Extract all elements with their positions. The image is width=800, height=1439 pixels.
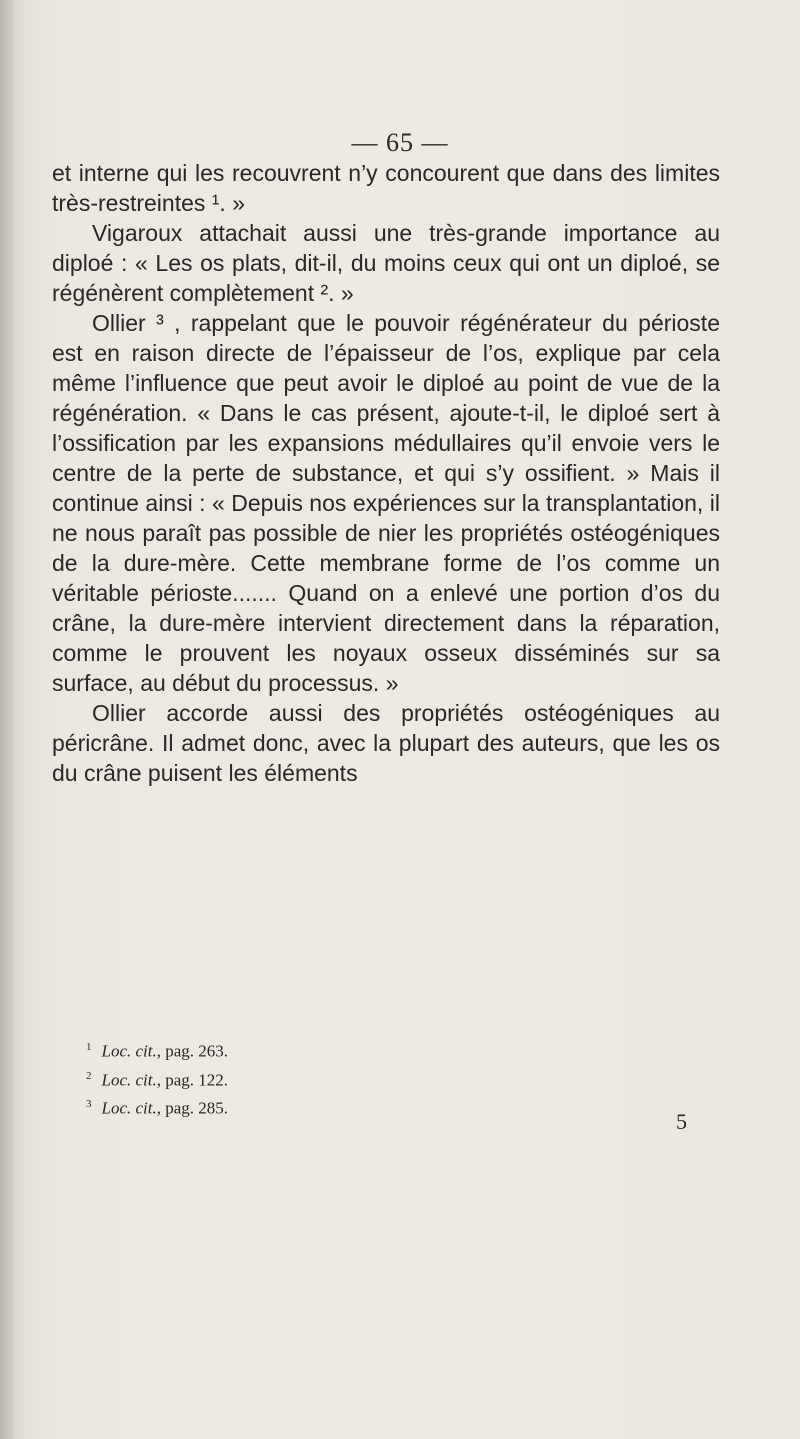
footnote-reference: Loc. cit. — [101, 1070, 157, 1090]
footnote-1 — [52, 1035, 720, 1064]
paragraph-2: Vigaroux attachait aussi une très-grande importance au diploé : « Les os plats, dit-il, du moins ceux qui ont un diploé, se régénèrent complètement ². » — [52, 220, 720, 306]
footnote-number: 3 — [86, 1098, 92, 1111]
page-gutter-shadow — [0, 0, 14, 1439]
main-text — [52, 158, 720, 788]
footnotes — [52, 1035, 720, 1121]
footnote-3 — [52, 1092, 720, 1121]
footnote-number: 1 — [86, 1041, 92, 1053]
footnote-page: , pag. 122. — [156, 1070, 229, 1090]
footnote-reference: Loc. cit. — [101, 1041, 157, 1061]
footnote-2 — [52, 1064, 720, 1093]
paragraph-1: et interne qui les recouvrent n’y concourent que dans des limites très-restreintes ¹. » — [52, 160, 720, 216]
signature-mark: 5 — [676, 1109, 687, 1134]
footnote-page: , pag. 285. — [156, 1098, 229, 1118]
footnote-reference: Loc. cit. — [101, 1098, 157, 1118]
paragraph-3: Ollier ³ , rappelant que le pouvoir régénérateur du périoste est en raison directe de l’épaisseur de l’os, explique par cela même l’influence que peut avoir le diploé au point de vue de la régénération. « Dans le cas présent, ajoute-t-il, le diploé sert à l’ossification par les expansions médullaires qu’il envoie vers le centre de la perte de substance, et qui s’y ossifient. » Mais il continue ainsi : « Depuis nos expériences sur la transplantation, il ne nous paraît pas possible de nier les propriétés ostéogéniques de la dure-mère. Cette membrane forme de l’os comme un véritable périoste....... Quand on a enlevé une portion d’os du crâne, la dure-mère intervient directement dans la réparation, comme le prouvent les noyaux osseux disséminés sur sa surface, au début du processus. » — [52, 310, 720, 696]
paragraph-4: Ollier accorde aussi des propriétés ostéogéniques au péricrâne. Il admet donc, avec la plupart des auteurs, que les os du crâne puisent les éléments — [52, 700, 720, 786]
page-number: — 65 — — [351, 128, 449, 157]
footnote-number: 2 — [86, 1069, 92, 1082]
footnote-page: , pag. 263. — [156, 1041, 229, 1061]
